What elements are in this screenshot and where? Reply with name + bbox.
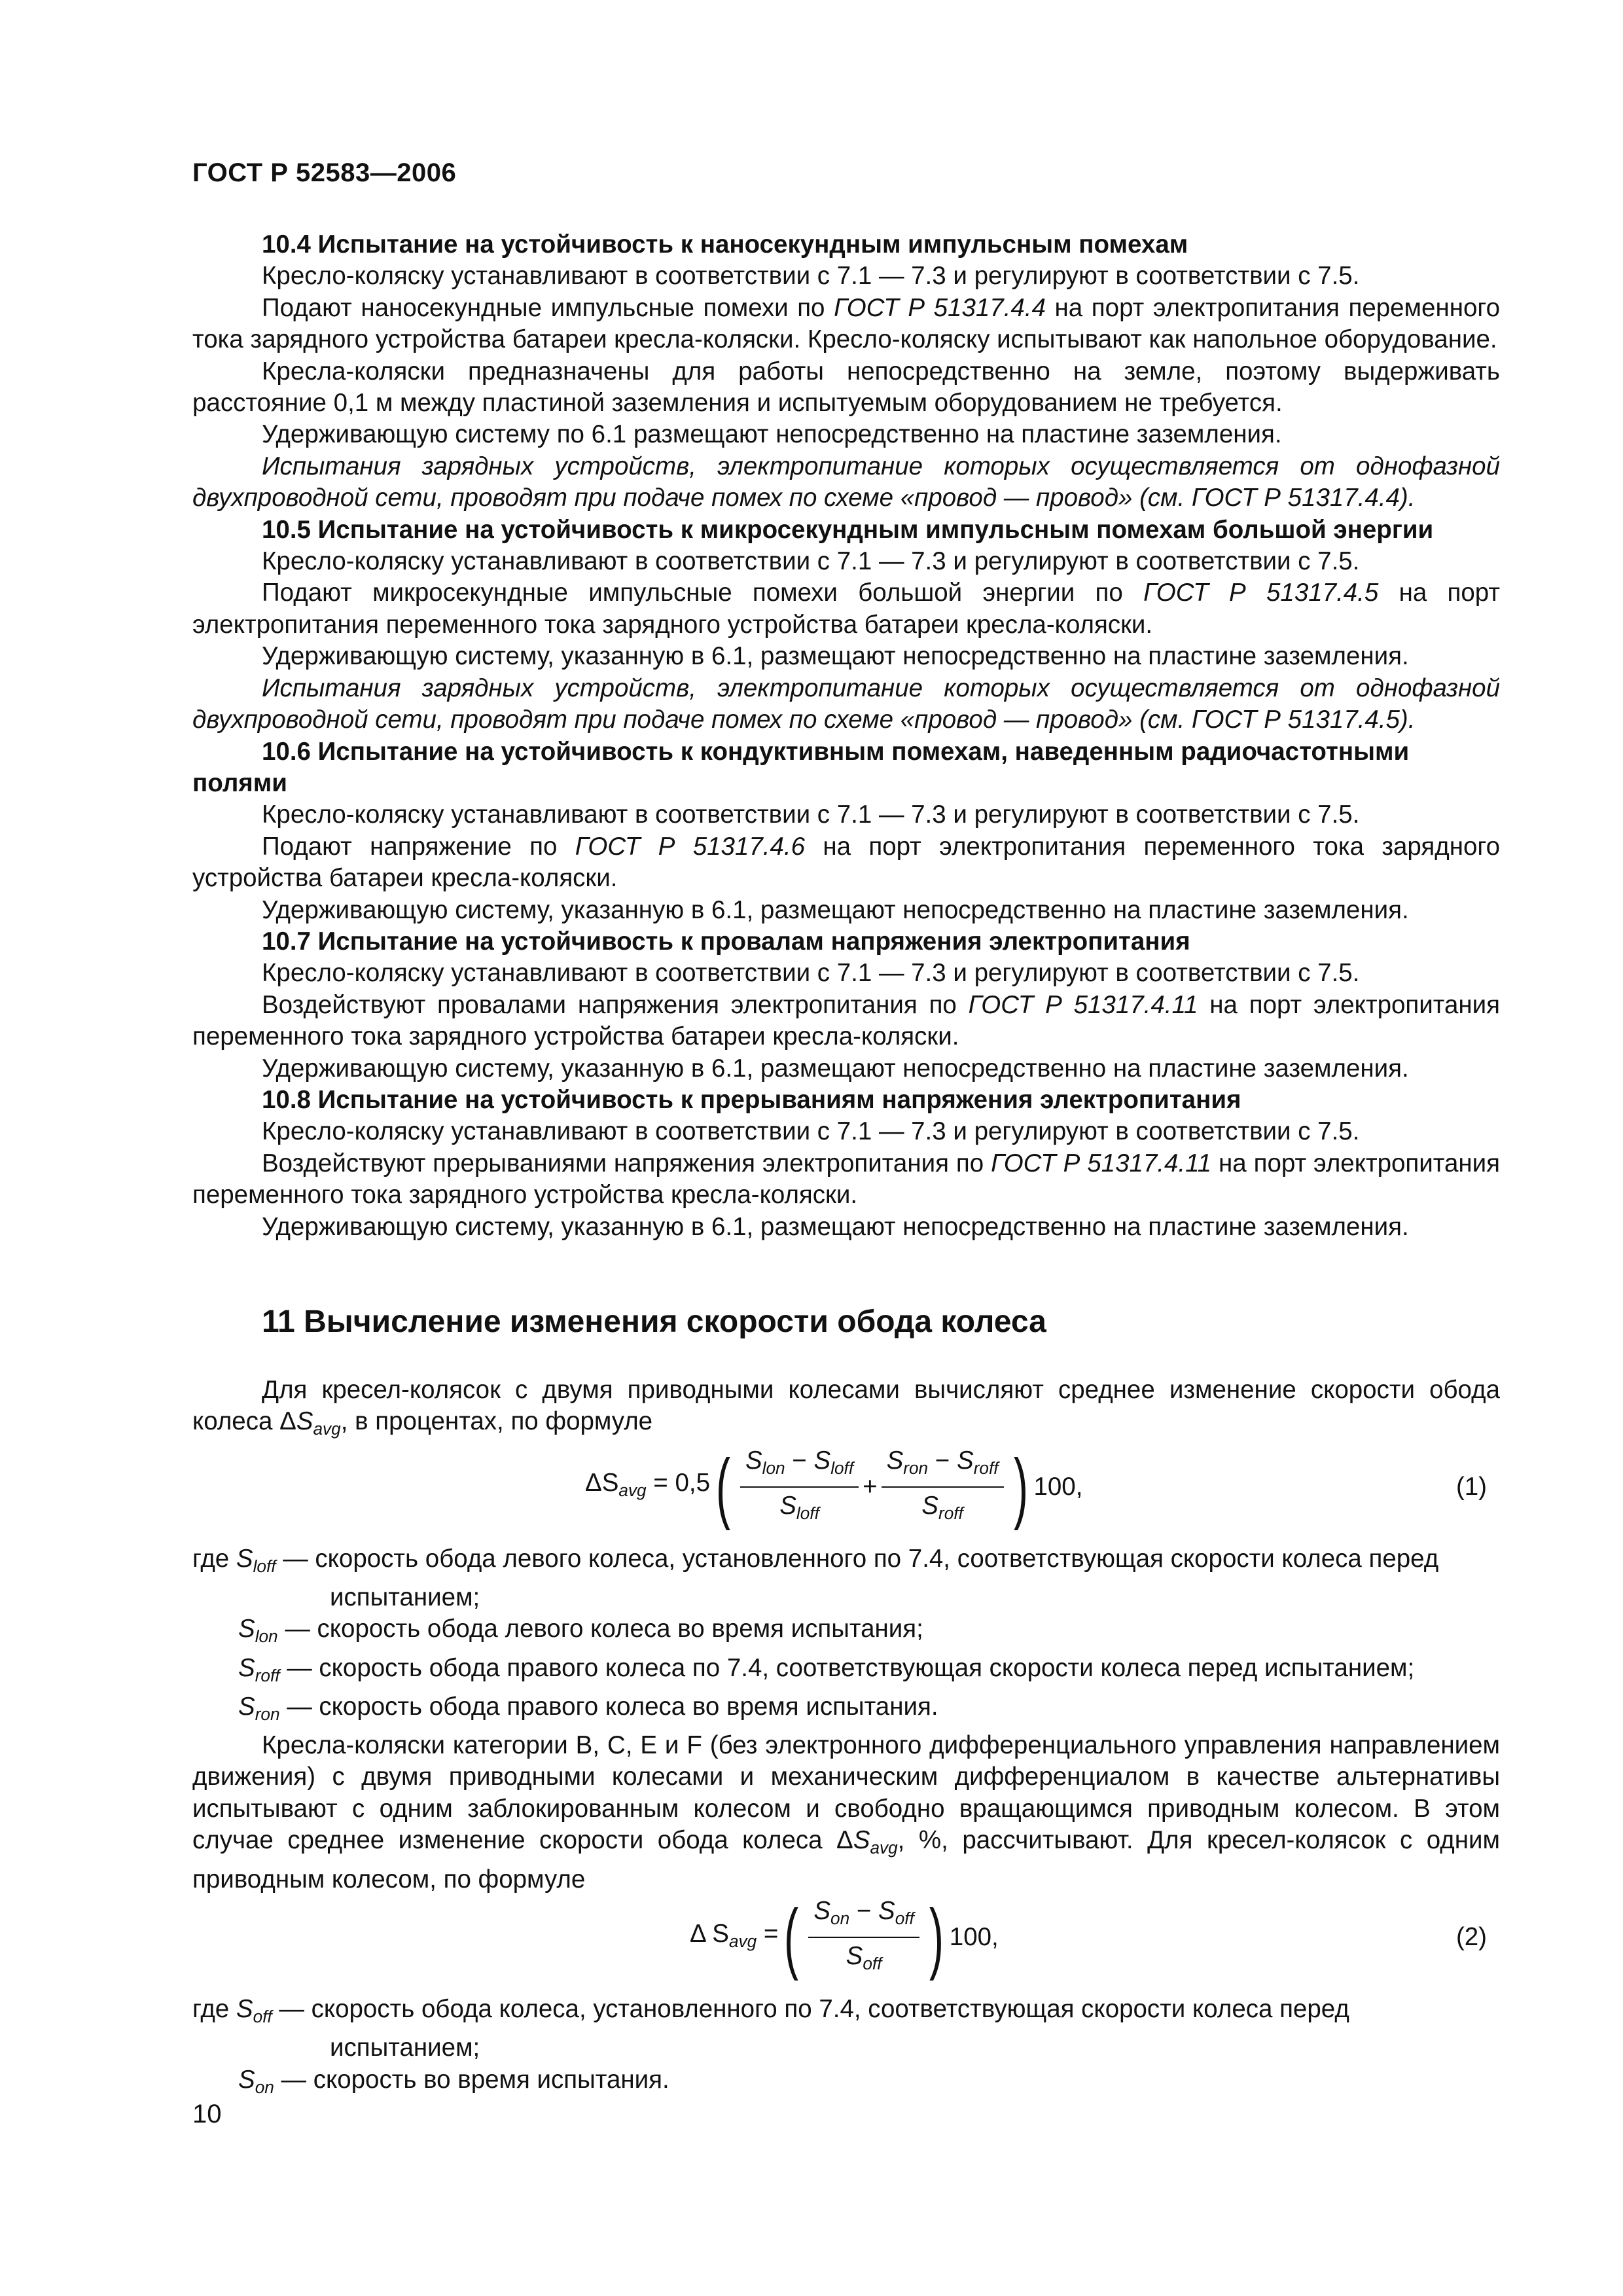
standard-reference: ГОСТ Р 51317.4.4 <box>834 293 1046 322</box>
heading-10-7: 10.7 Испытание на устойчивость к провалам напряжения электропитания <box>262 927 1190 956</box>
fraction-left: $\frac{S_{lon} - S_{loff}}{S_{loff}}$ <box>740 1445 859 1530</box>
heading-10-6: 10.6 Испытание на устойчивость к кондуктивным помехам, наведенным радиочастотными полями <box>192 737 1410 797</box>
formula-tail: 100, <box>949 1922 999 1951</box>
paragraph: Кресло-коляску устанавливают в соответствии с 7.1 — 7.3 и регулируют в соответствии с 7.5. <box>262 959 1360 988</box>
page-number: 10 <box>192 2100 222 2128</box>
heading-section-11: 11 Вычисление изменения скорости обода колеса <box>262 1304 1046 1339</box>
italic-note: Испытания зарядных устройств, электропитание которых осуществляется от однофазной двухпроводной сети, проводят при подаче помех по схеме «провод — провод» (см. ГОСТ Р 51317.4.5). <box>192 673 1500 734</box>
formula-1 <box>192 1445 1500 1543</box>
paragraph: Кресла-коляски категории B, C, E и F (без электронного дифференциального управления направлением движения) с двумя приводными колесами и механическим дифференциалом в качестве альтернативы испытывают с одним заблокированным колесом и свободно вращающимся приводным колесом. В этом случае среднее изменение скорости обода колеса $\Delta S_{avg}$, %, рассчитывают. Для кресел-колясок с одним приводным колесом, по формуле <box>192 1731 1500 1893</box>
paragraph: Воздействуют прерываниями напряжения электропитания по ГОСТ Р 51317.4.11 на порт электропитания переменного тока зарядного устройства кресла-коляски. <box>192 1149 1501 1210</box>
paragraph: Подают напряжение по ГОСТ Р 51317.4.6 на порт электропитания переменного тока зарядного устройства батареи кресла-коляски. <box>192 832 1500 893</box>
paragraph: Удерживающую систему, указанную в 6.1, размещают непосредственно на пластине заземления. <box>262 642 1409 671</box>
paragraph: Кресло-коляску устанавливают в соответствии с 7.1 — 7.3 и регулируют в соответствии с 7.5. <box>262 547 1360 576</box>
right-paren: ) <box>1013 1443 1028 1531</box>
paragraph: Для кресел-колясок с двумя приводными колесами вычисляют среднее изменение скорости обода колеса $\Delta S_{avg}$, в процентах, по формуле <box>192 1376 1500 1439</box>
formula-2 <box>192 1895 1500 1994</box>
where-item: $S_{on}$ — скорость во время испытания. <box>238 2065 669 2097</box>
italic-note: Испытания зарядных устройств, электропитание которых осуществляется от однофазной двухпроводной сети, проводят при подаче помех по схеме «провод — провод» (см. ГОСТ Р 51317.4.4). <box>192 452 1500 512</box>
section-10-body <box>192 229 1500 1243</box>
formula-lhs: $\Delta S_{avg} = 0,5$ <box>585 1469 711 1501</box>
heading-10-4: 10.4 Испытание на устойчивость к наносекундным импульсным помехам <box>262 230 1188 259</box>
equation-number-2: (2) <box>1455 1922 1487 1951</box>
equation-number-1: (1) <box>1455 1472 1487 1501</box>
paragraph: Удерживающую систему, указанную в 6.1, размещают непосредственно на пластине заземления. <box>262 1212 1409 1241</box>
where-item: $S_{lon}$ — скорость обода левого колеса во время испытания; <box>238 1615 923 1647</box>
paragraph: Удерживающую систему, указанную в 6.1, размещают непосредственно на пластине заземления. <box>262 895 1409 924</box>
standard-reference: ГОСТ Р 51317.4.11 <box>968 990 1198 1019</box>
formula-tail: 100, <box>1033 1472 1083 1501</box>
plus-sign: + <box>863 1472 878 1501</box>
where-item: где $S_{loff}$ — скорость обода левого колеса, установленного по 7.4, соответствующая скорости колеса перед испытанием; <box>192 1544 1439 1611</box>
standard-reference: ГОСТ Р 51317.4.5 <box>1143 579 1379 607</box>
paragraph: Кресло-коляску устанавливают в соответствии с 7.1 — 7.3 и регулируют в соответствии с 7.5. <box>262 1117 1360 1146</box>
where-item: $S_{ron}$ — скорость обода правого колеса во время испытания. <box>238 1692 938 1724</box>
formula-lhs: Δ $S_{avg}$ = <box>690 1919 779 1951</box>
standard-reference: ГОСТ Р 51317.4.6 <box>575 832 806 861</box>
paragraph: Удерживающую систему по 6.1 размещают непосредственно на пластине заземления. <box>262 420 1282 449</box>
paragraph: Кресло-коляску устанавливают в соответствии с 7.1 — 7.3 и регулируют в соответствии с 7.5. <box>262 262 1360 291</box>
paragraph: Воздействуют провалами напряжения электропитания по ГОСТ Р 51317.4.11 на порт электропитания переменного тока зарядного устройства батареи кресла-коляски. <box>192 990 1500 1051</box>
heading-10-8: 10.8 Испытание на устойчивость к прерываниям напряжения электропитания <box>262 1085 1241 1114</box>
paragraph: Удерживающую систему, указанную в 6.1, размещают непосредственно на пластине заземления. <box>262 1054 1409 1083</box>
document-header: ГОСТ Р 52583—2006 <box>192 158 457 187</box>
fraction: $\frac{S_{on} - S_{off}}{S_{off}}$ <box>808 1895 919 1980</box>
standard-reference: ГОСТ Р 51317.4.11 <box>991 1149 1212 1177</box>
heading-10-5: 10.5 Испытание на устойчивость к микросекундным импульсным помехам большой энергии <box>262 515 1434 544</box>
paragraph: Кресло-коляску устанавливают в соответствии с 7.1 — 7.3 и регулируют в соответствии с 7.5. <box>262 800 1360 829</box>
section-11-body <box>192 1374 1500 2103</box>
right-paren: ) <box>929 1893 944 1982</box>
left-paren: ( <box>784 1893 799 1982</box>
paragraph: Подают наносекундные импульсные помехи по ГОСТ Р 51317.4.4 на порт электропитания переменного тока зарядного устройства батареи кресла-коляски. Кресло-коляску испытывают как напольное оборудование. <box>192 293 1500 354</box>
left-paren: ( <box>716 1443 730 1531</box>
where-item: где $S_{off}$ — скорость обода колеса, установленного по 7.4, соответствующая скорости колеса перед испытанием; <box>192 1994 1349 2062</box>
paragraph: Кресла-коляски предназначены для работы непосредственно на земле, поэтому выдерживать расстояние 0,1 м между пластиной заземления и испытуемым оборудованием не требуется. <box>192 357 1500 418</box>
fraction-right: $\frac{S_{ron} - S_{roff}}{S_{roff}}$ <box>882 1445 1004 1530</box>
paragraph: Подают микросекундные импульсные помехи большой энергии по ГОСТ Р 51317.4.5 на порт электропитания переменного тока зарядного устройства батареи кресла-коляски. <box>192 579 1500 639</box>
where-item: $S_{roff}$ — скорость обода правого колеса по 7.4, соответствующая скорости колеса перед испытанием; <box>238 1653 1415 1685</box>
